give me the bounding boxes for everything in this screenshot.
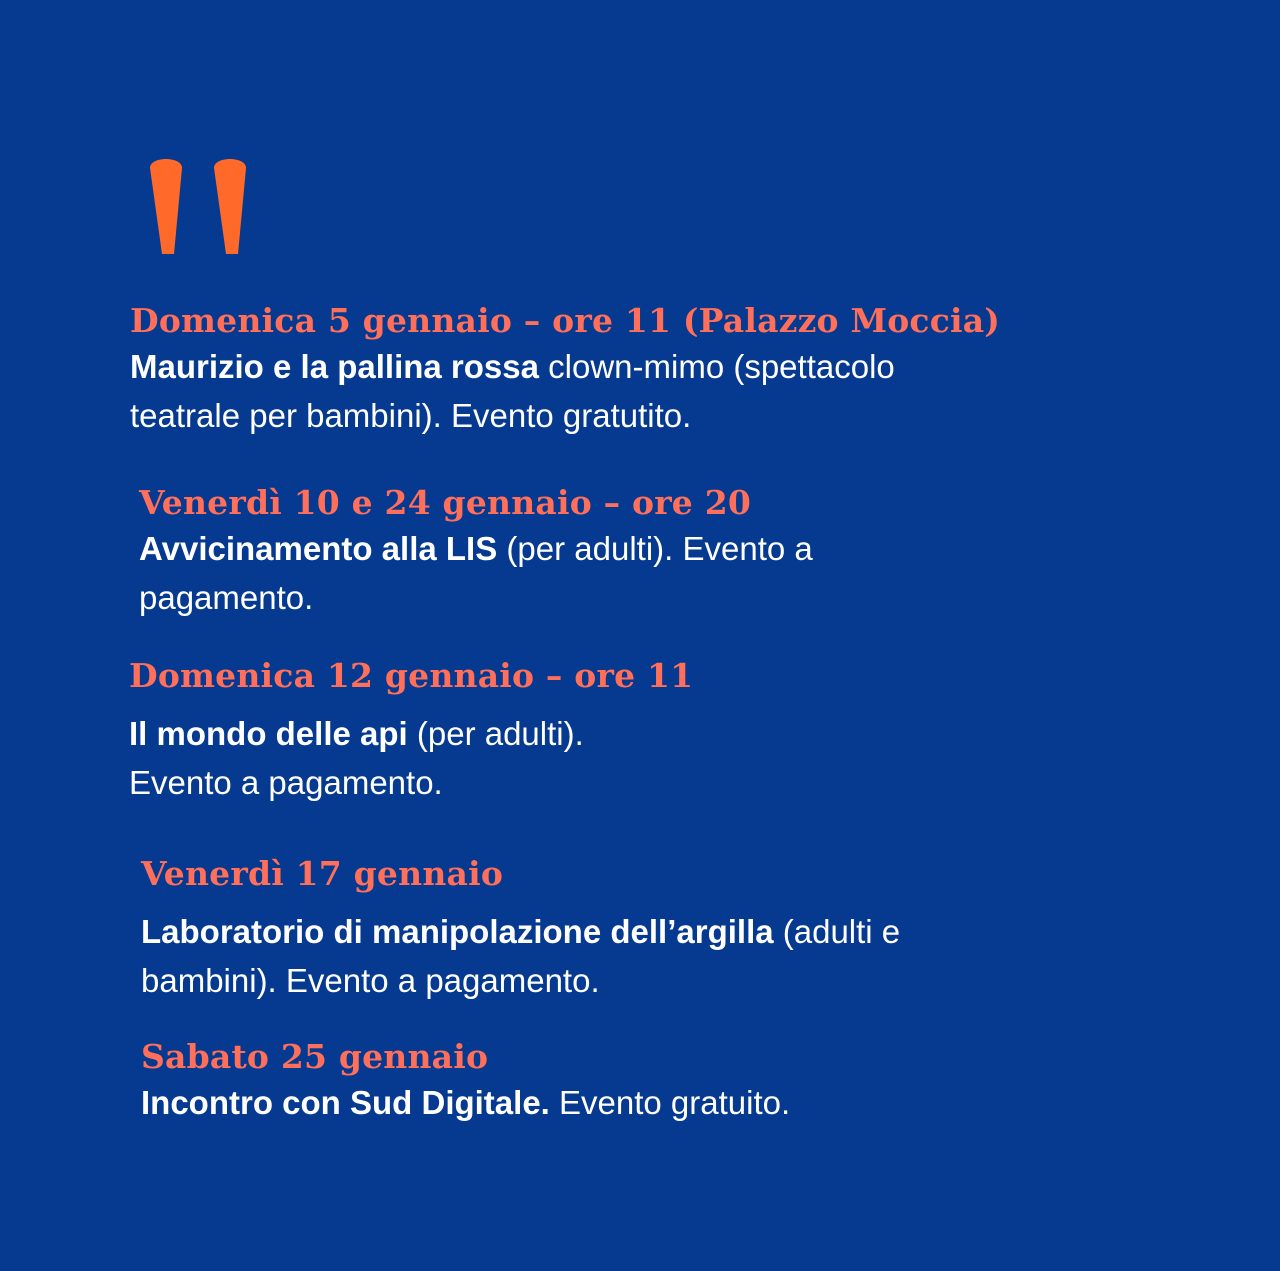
- event-description: [139, 524, 919, 622]
- event-name: Laboratorio di manipolazione dell’argilla: [141, 913, 774, 950]
- event-description: [141, 907, 1001, 1005]
- event-details: (adulti e bambini). Evento a pagamento.: [141, 913, 901, 999]
- event-item: [129, 655, 909, 807]
- event-item: [130, 300, 1001, 440]
- quotation-mark-icon: [146, 152, 256, 262]
- event-description: [141, 1078, 1001, 1127]
- event-name: Il mondo delle api: [129, 715, 408, 752]
- event-name: Incontro con Sud Digitale.: [141, 1084, 550, 1121]
- event-description: [130, 342, 990, 440]
- event-date-title: Venerdì 10 e 24 gennaio – ore 20: [139, 483, 752, 522]
- event-details: (per adulti). Evento a pagamento.: [139, 530, 813, 616]
- event-pricing: Evento a pagamento.: [129, 764, 443, 801]
- event-item: [141, 853, 1001, 1005]
- event-date-title: Domenica 12 gennaio – ore 11: [129, 656, 694, 695]
- event-details: clown-mimo (spettacolo teatrale per bambini). Evento gratutito.: [130, 348, 895, 434]
- event-details: (per adulti).: [407, 715, 584, 752]
- event-name: Avvicinamento alla LIS: [139, 530, 498, 567]
- event-date-title: Venerdì 17 gennaio: [141, 854, 504, 893]
- event-description: [129, 709, 909, 807]
- event-name: Maurizio e la pallina rossa: [130, 348, 539, 385]
- event-date-title: Domenica 5 gennaio – ore 11 (Palazzo Moccia): [130, 301, 1001, 340]
- event-item: [141, 1036, 1001, 1127]
- event-date-title: Sabato 25 gennaio: [141, 1037, 489, 1076]
- event-item: [139, 482, 919, 622]
- event-details: Evento gratuito.: [549, 1084, 791, 1121]
